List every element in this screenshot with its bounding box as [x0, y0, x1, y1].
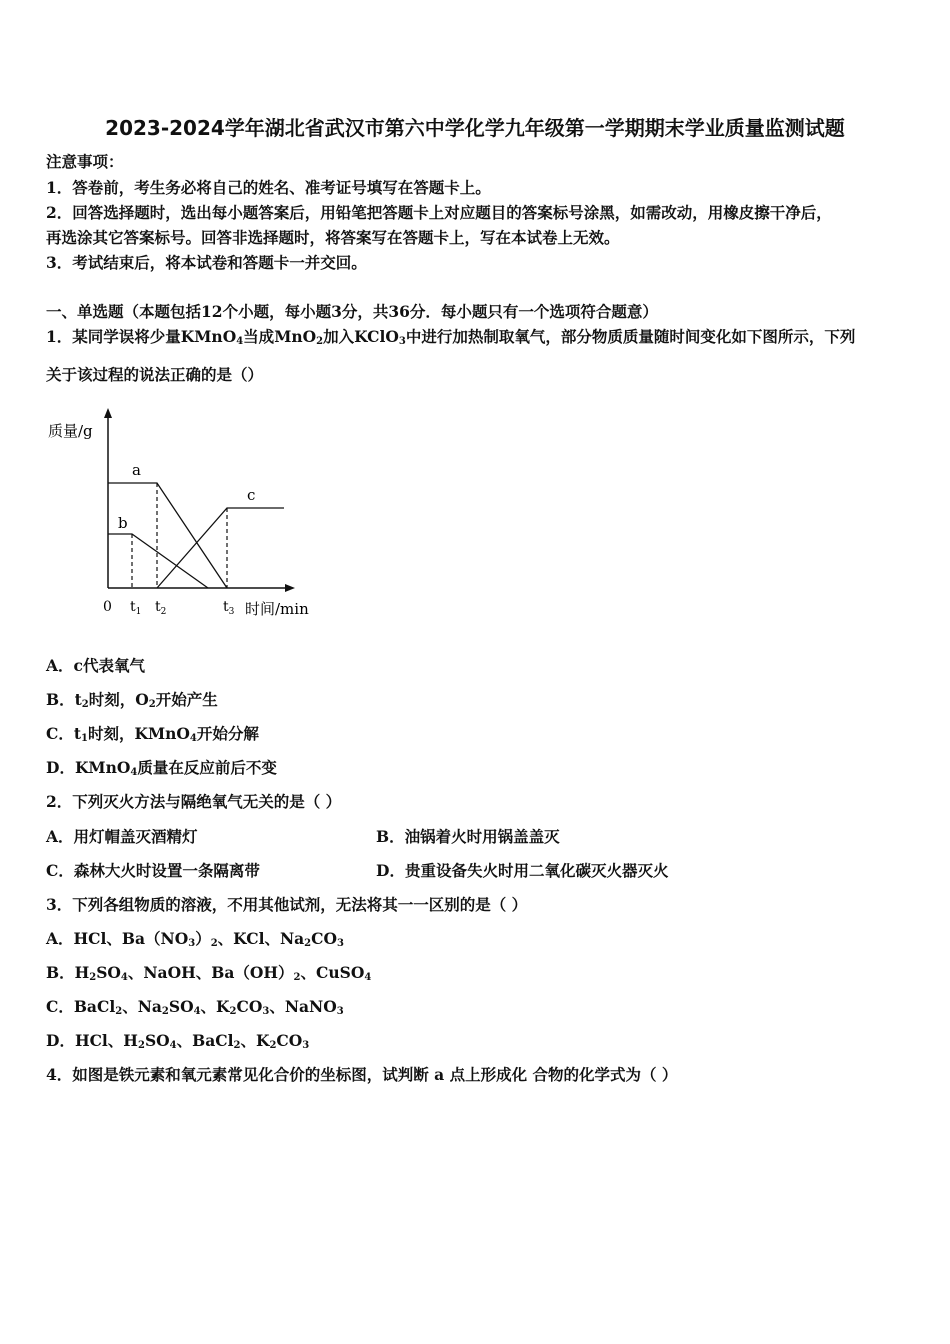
q1-option-d: D．KMnO$_4$质量在反应前后不变 — [46, 758, 277, 778]
page-title: 2023-2024学年湖北省武汉市第六中学化学九年级第一学期期末学业质量监测试题 — [105, 116, 845, 140]
q1-mass-time-graph — [40, 402, 330, 627]
q3-option-d: D．HCl、$H_2SO_4$、BaCl$_2$、$K_2CO_3$ — [46, 1031, 310, 1051]
y-axis-arrow — [104, 408, 112, 418]
q1-option-c: C．$t_1$时刻，KMnO$_4$开始分解 — [46, 724, 259, 744]
curve-b — [108, 534, 208, 588]
q4-stem: 4．如图是铁元素和氧元素常见化合价的坐标图，试判断 a 点上形成化 合物的化学式为（ ） — [46, 1065, 678, 1084]
q3-option-c: C．BaCl$_2$、$Na_2SO_4$、$K_2CO_3$、NaNO$_3$ — [46, 997, 344, 1017]
q2-option-b: B．油锅着火时用锅盖盖灭 — [376, 827, 560, 846]
q1-stem-line2: 关于该过程的说法正确的是（） — [46, 365, 264, 384]
q3-stem: 3．下列各组物质的溶液，不用其他试剂，无法将其一一区别的是（ ） — [46, 895, 528, 914]
curve-a-label: a — [132, 461, 141, 479]
q1-option-b: B．$t_2$时刻，$O_2$开始产生 — [46, 690, 218, 710]
curve-b-label: b — [118, 514, 128, 532]
notice-item-2: 2．回答选择题时，选出每小题答案后，用铅笔把答题卡上对应题目的答案标号涂黑，如需改动，用橡皮擦干净后， — [46, 203, 832, 222]
t1-label: $t_1$ — [130, 599, 142, 617]
curve-a — [108, 483, 227, 588]
q2-option-c: C．森林大火时设置一条隔离带 — [46, 861, 260, 880]
q2-stem: 2．下列灭火方法与隔绝氧气无关的是（ ） — [46, 792, 342, 811]
notice-item-1: 1．答卷前，考生务必将自己的姓名、准考证号填写在答题卡上。 — [46, 178, 491, 197]
section-heading: 一、单选题（本题包括12个小题，每小题3分，共36分．每小题只有一个选项符合题意） — [46, 302, 658, 321]
notice-item-3: 3．考试结束后，将本试卷和答题卡一并交回。 — [46, 253, 367, 272]
q1-stem: 1．某同学误将少量KMnO$_4$当成MnO$_2$加入KClO$_3$中进行加热制取氧气，部分物质质量随时间变化如下图所示，下列 — [46, 327, 856, 347]
t2-label: $t_2$ — [155, 599, 167, 617]
y-axis-label: 质量/g — [48, 422, 93, 440]
q3-option-a: A．HCl、$Ba(NO_3)_2$、KCl、$Na_2CO_3$ — [46, 929, 344, 949]
x-axis-label: 时间/min — [245, 600, 309, 618]
notice-item-2-cont: 再选涂其它答案标号。回答非选择题时，将答案写在答题卡上，写在本试卷上无效。 — [46, 228, 620, 247]
x-axis-arrow — [285, 584, 295, 592]
curve-c-label: c — [247, 486, 256, 504]
notice-heading: 注意事项： — [46, 152, 124, 171]
q2-option-a: A．用灯帽盖灭酒精灯 — [46, 827, 198, 846]
q2-option-d: D．贵重设备失火时用二氧化碳灭火器灭火 — [376, 861, 669, 880]
q3-option-b: B．$H_2SO_4$、NaOH、$Ba(OH)_2$、CuSO$_4$ — [46, 963, 372, 983]
origin-label: 0 — [103, 599, 112, 615]
curve-c — [157, 508, 284, 588]
q1-option-a: A．c代表氧气 — [46, 656, 145, 675]
t3-label: $t_3$ — [223, 599, 235, 617]
graph-svg — [40, 402, 330, 627]
